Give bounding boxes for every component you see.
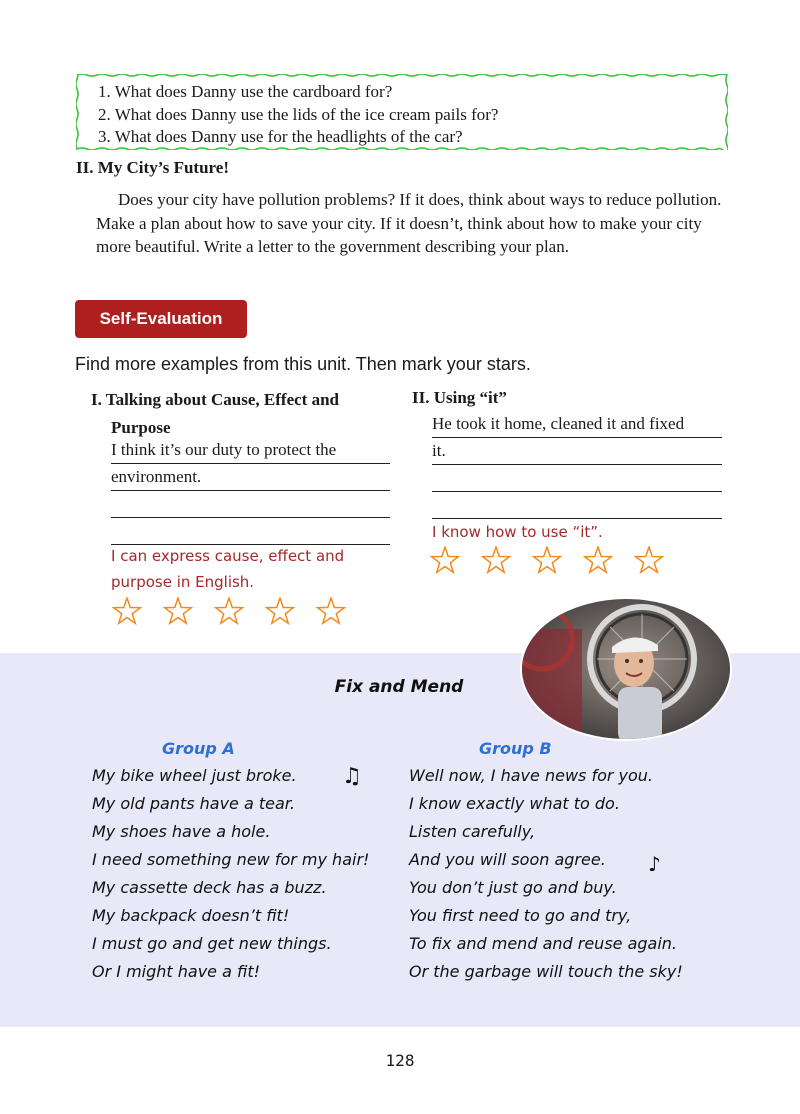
- verse-line: Or the garbage will touch the sky!: [409, 962, 683, 981]
- answer-line[interactable]: [432, 465, 722, 492]
- question-3: 3. What does Danny use for the headlights of the car?: [98, 127, 463, 146]
- verse-line: Well now, I have news for you.: [409, 766, 654, 785]
- part-1-can-do: I can express cause, effect and purpose in English.: [111, 547, 345, 591]
- verse-line: I need something new for my hair!: [92, 850, 370, 869]
- verse-line: I know exactly what to do.: [409, 794, 620, 813]
- verse-line: I must go and get new things.: [92, 934, 332, 953]
- answer-line[interactable]: [111, 518, 390, 545]
- part-1-title-line-2: Purpose: [111, 418, 171, 437]
- group-b-verse: [409, 762, 683, 986]
- answer-line[interactable]: it.: [432, 438, 722, 465]
- part-2-answer-lines: [432, 411, 722, 519]
- music-note-icon: ♫: [342, 764, 362, 789]
- part-2-title: II. Using “it”: [412, 388, 507, 407]
- answer-line[interactable]: I think it’s our duty to protect the: [111, 437, 390, 464]
- verse-line: My cassette deck has a buzz.: [92, 878, 327, 897]
- verse-line: To fix and mend and reuse again.: [409, 934, 678, 953]
- star-icon[interactable]: [316, 597, 346, 627]
- group-a-verse: [92, 762, 369, 986]
- part-1-title-line-1: I. Talking about Cause, Effect and: [91, 390, 339, 409]
- group-a-label: Group A: [162, 739, 235, 758]
- star-icon[interactable]: [634, 546, 664, 576]
- star-icon[interactable]: [265, 597, 295, 627]
- part-2-can-do: I know how to use “it”.: [432, 523, 603, 541]
- verse-line: Listen carefully,: [409, 822, 536, 841]
- verse-line: My shoes have a hole.: [92, 822, 271, 841]
- part-2-stars: [430, 546, 664, 576]
- part-1-answer-lines: [111, 437, 390, 545]
- verse-line: You don’t just go and buy.: [409, 878, 617, 897]
- question-list: [98, 81, 498, 149]
- answer-line[interactable]: environment.: [111, 464, 390, 491]
- answer-line[interactable]: [432, 492, 722, 519]
- part-1-title: [91, 386, 391, 442]
- part-1-stars: [112, 597, 346, 627]
- star-icon[interactable]: [532, 546, 562, 576]
- question-2: 2. What does Danny use the lids of the ice cream pails for?: [98, 104, 499, 124]
- verse-line: And you will soon agree.: [409, 850, 606, 869]
- verse-line: Or I might have a fit!: [92, 962, 261, 981]
- question-1: 1. What does Danny use the cardboard for?: [98, 82, 393, 101]
- answer-line[interactable]: He took it home, cleaned it and fixed: [432, 411, 722, 438]
- self-evaluation-banner: Self-Evaluation: [75, 300, 247, 338]
- self-evaluation-instruction: Find more examples from this unit. Then mark your stars.: [75, 354, 531, 374]
- star-icon[interactable]: [583, 546, 613, 576]
- page-number: 128: [385, 1051, 415, 1070]
- verse-line: My old pants have a tear.: [92, 794, 295, 813]
- verse-line: My bike wheel just broke.: [92, 766, 297, 785]
- star-icon[interactable]: [163, 597, 193, 627]
- verse-line: My backpack doesn’t fit!: [92, 906, 290, 925]
- star-icon[interactable]: [481, 546, 511, 576]
- questions-box: [76, 74, 728, 150]
- music-note-icon: ♪: [648, 852, 661, 876]
- star-icon[interactable]: [112, 597, 142, 627]
- poem-title: [0, 677, 800, 697]
- section-2-body: [96, 188, 736, 259]
- star-icon[interactable]: [430, 546, 460, 576]
- verse-line: You first need to go and try,: [409, 906, 632, 925]
- answer-line[interactable]: [111, 491, 390, 518]
- section-2-title: II. My City’s Future!: [76, 158, 229, 177]
- section-2-text: Does your city have pollution problems? If it does, think about ways to reduce pollution. Make a plan about how to save your city. If it doesn’t, think about how to make your city more beautiful. Write a letter to the government describing your plan.: [96, 190, 722, 256]
- group-b-label: Group B: [479, 739, 552, 758]
- star-icon[interactable]: [214, 597, 244, 627]
- photo-illustration: [522, 599, 732, 741]
- poem-title-text: Fix and Mend: [334, 677, 464, 697]
- boy-with-bike-wheel-photo: [520, 597, 732, 741]
